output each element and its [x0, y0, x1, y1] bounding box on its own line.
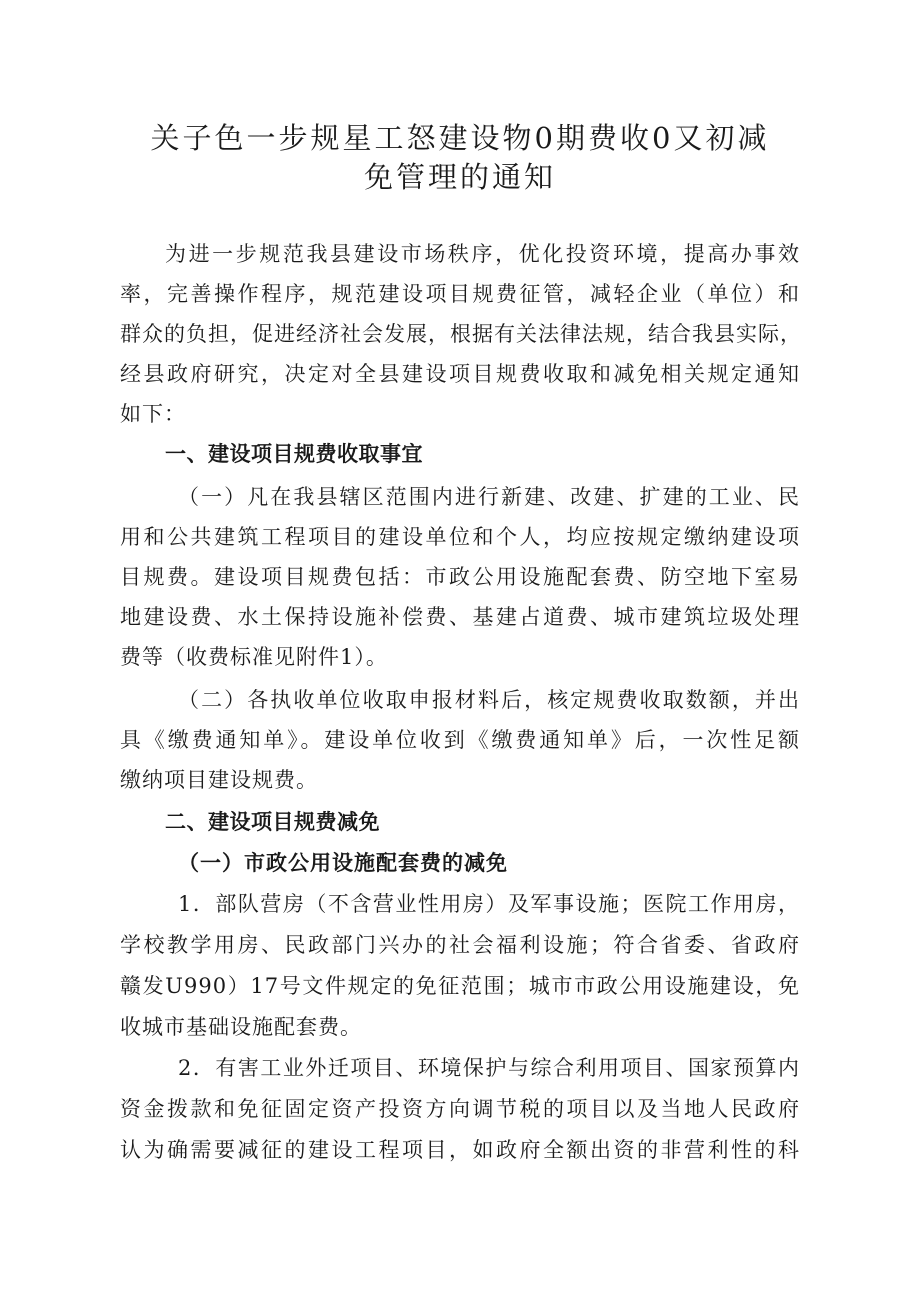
intro-line-4: 经县政府研究，决定对全县建设项目规费收取和减免相关规定通知 — [120, 362, 800, 386]
section-1-item-2-line-2: 具《缴费通知单》。建设单位收到《缴费通知单》后，一次性足额 — [120, 728, 800, 752]
section-2-heading: 二、建设项目规费减免 — [165, 810, 380, 834]
section-1-item-1-line-2: 用和公共建筑工程项目的建设单位和个人，均应按规定缴纳建设项 — [120, 525, 800, 549]
section-1-item-2-line-1: （二）各执收单位收取申报材料后，核定规费收取数额，并出 — [178, 688, 800, 712]
section-1-heading: 一、建设项目规费收取事宜 — [165, 442, 423, 466]
section-2-point-1-line-3: 赣发U990）17号文件规定的免征范围；城市市政公用设施建设，免 — [120, 974, 800, 998]
section-2-point-2-line-3: 认为确需要减征的建设工程项目，如政府全额出资的非营利性的科 — [120, 1138, 800, 1162]
section-1-item-1-line-4: 地建设费、水土保持设施补偿费、基建占道费、城市建筑垃圾处理 — [120, 605, 800, 629]
section-1-item-1-line-3: 目规费。建设项目规费包括：市政公用设施配套费、防空地下室易 — [120, 565, 800, 589]
document-title-line-2: 免管理的通知 — [363, 160, 556, 194]
section-2-point-2-line-2: 资金拨款和免征固定资产投资方向调节税的项目以及当地人民政府 — [120, 1097, 800, 1121]
intro-line-1: 为进一步规范我县建设市场秩序，优化投资环境，提高办事效 — [165, 242, 800, 266]
intro-line-2: 率，完善操作程序，规范建设项目规费征管，减轻企业（单位）和 — [120, 282, 800, 306]
section-1-item-1-line-5: 费等（收费标准见附件1）。 — [120, 645, 388, 669]
intro-line-5: 如下： — [120, 402, 186, 426]
section-2-point-1-line-4: 收城市基础设施配套费。 — [120, 1015, 362, 1039]
section-2-point-1-line-2: 学校教学用房、民政部门兴办的社会福利设施；符合省委、省政府 — [120, 933, 800, 957]
section-1-item-1-line-1: （一）凡在我县辖区范围内进行新建、改建、扩建的工业、民 — [178, 485, 800, 509]
document-title-line-1: 关子色一步规星工怒建设物0期费收0又初减 — [150, 121, 770, 155]
section-2-subheading: （一）市政公用设施配套费的减免 — [178, 850, 508, 875]
intro-line-3: 群众的负担，促进经济社会发展，根据有关法律法规，结合我县实际， — [120, 322, 802, 346]
section-2-point-2-line-1: 2．有害工业外迁项目、环境保护与综合利用项目、国家预算内 — [178, 1056, 800, 1080]
section-2-point-1-line-1: 1．部队营房（不含营业性用房）及军事设施；医院工作用房， — [178, 892, 800, 916]
section-1-item-2-line-3: 缴纳项目建设规费。 — [120, 768, 318, 792]
